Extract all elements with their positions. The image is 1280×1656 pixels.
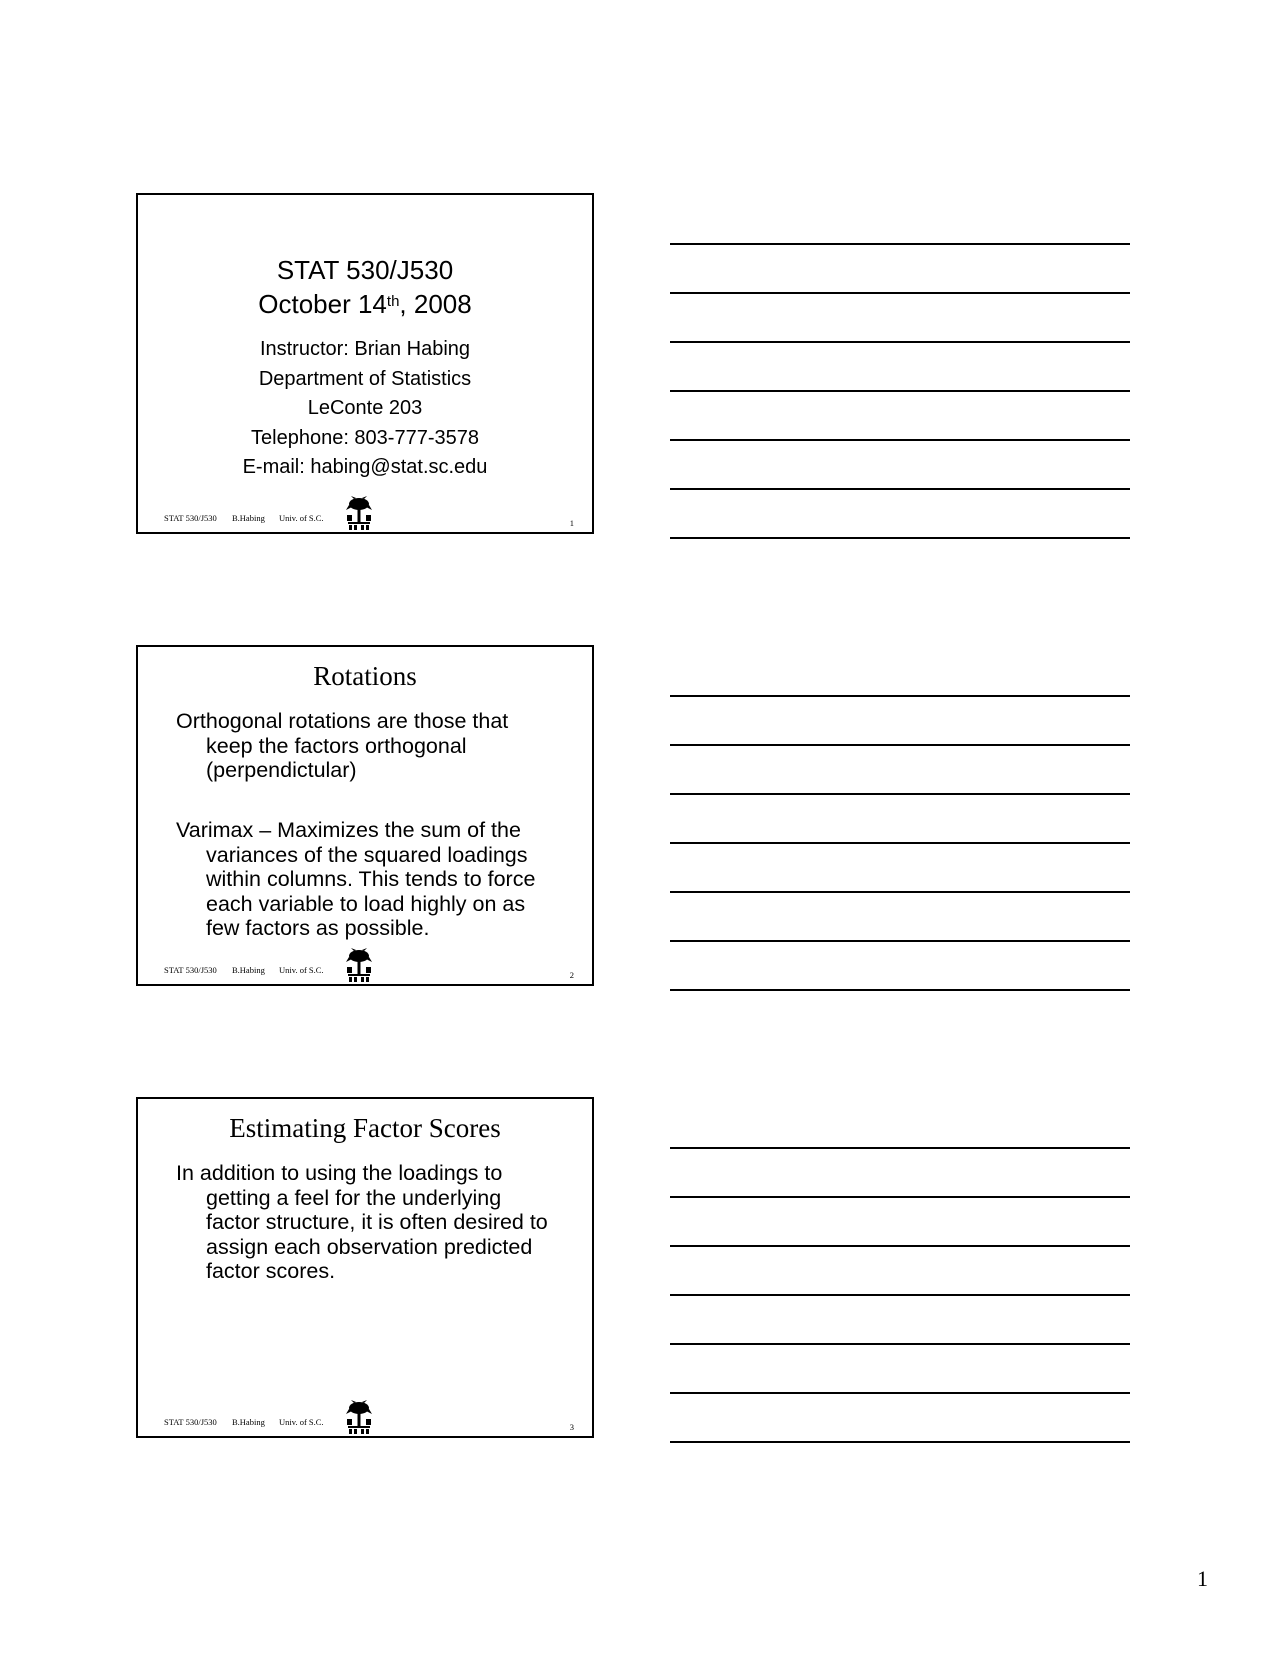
paragraph-line: few factors as possible.	[206, 916, 430, 940]
slide-footer	[164, 1417, 574, 1435]
footer-course: STAT 530/J530	[164, 965, 217, 975]
notes-line	[670, 1245, 1130, 1247]
paragraph-line: (perpendictular)	[206, 758, 357, 782]
footer-slide-number: 3	[569, 1422, 574, 1432]
palmetto-logo-icon	[346, 948, 372, 982]
notes-line	[670, 1196, 1130, 1198]
notes-line	[670, 695, 1130, 697]
info-line: Department of Statistics	[258, 367, 472, 390]
palmetto-logo-icon	[346, 496, 372, 530]
notes-line	[670, 1392, 1130, 1394]
palmetto-logo-icon	[346, 1400, 372, 1434]
slide-footer	[164, 965, 574, 983]
slide-paragraph	[176, 818, 578, 941]
notes-line	[670, 341, 1130, 343]
footer-author: B.Habing	[232, 965, 265, 975]
notes-line	[670, 439, 1130, 441]
notes-line	[670, 243, 1130, 245]
notes-line	[670, 744, 1130, 746]
instructor-info	[138, 335, 592, 483]
slide-1	[136, 193, 594, 534]
slide-title: Estimating Factor Scores	[229, 1113, 501, 1143]
info-line: E-mail: habing@stat.sc.edu	[242, 456, 488, 478]
info-line: Instructor: Brian Habing	[259, 338, 471, 360]
paragraph-line: Varimax – Maximizes the sum of the	[176, 818, 521, 842]
info-line: LeConte 203	[307, 397, 423, 419]
slide-3	[136, 1097, 594, 1438]
notes-line	[670, 390, 1130, 392]
notes-line	[670, 793, 1130, 795]
slide-title-date: October 14th, 2008	[258, 289, 472, 319]
footer-slide-number: 2	[569, 970, 574, 980]
notes-line	[670, 842, 1130, 844]
paragraph-line: keep the factors orthogonal	[206, 733, 467, 758]
notes-line	[670, 292, 1130, 294]
notes-line	[670, 1343, 1130, 1345]
footer-univ: Univ. of S.C.	[279, 1417, 324, 1427]
footer-univ: Univ. of S.C.	[279, 513, 324, 523]
page-number: 1	[1197, 1566, 1208, 1591]
paragraph-line: each variable to load highly on as	[206, 891, 526, 916]
notes-line	[670, 940, 1130, 942]
slide-title: Rotations	[313, 661, 417, 691]
notes-line	[670, 1294, 1130, 1296]
notes-line	[670, 1441, 1130, 1443]
paragraph-line: getting a feel for the underlying	[206, 1185, 502, 1210]
notes-line	[670, 989, 1130, 991]
slide-2	[136, 645, 594, 986]
footer-course: STAT 530/J530	[164, 1417, 217, 1427]
footer-slide-number: 1	[569, 518, 574, 528]
paragraph-line: within columns. This tends to force	[206, 867, 536, 891]
paragraph-line: variances of the squared loadings	[206, 842, 528, 867]
notes-line	[670, 488, 1130, 490]
slide-paragraph	[176, 709, 578, 783]
paragraph-line: In addition to using the loadings to	[176, 1161, 503, 1185]
footer-univ: Univ. of S.C.	[279, 965, 324, 975]
footer-course: STAT 530/J530	[164, 513, 217, 523]
slide-title-course: STAT 530/J530	[276, 255, 454, 285]
info-line: Telephone: 803-777-3578	[251, 426, 479, 449]
footer-author: B.Habing	[232, 1417, 265, 1427]
slide-paragraph	[176, 1161, 578, 1284]
paragraph-line: Orthogonal rotations are those that	[176, 709, 509, 733]
footer-author: B.Habing	[232, 513, 265, 523]
paragraph-line: factor structure, it is often desired to	[206, 1210, 548, 1234]
notes-line	[670, 891, 1130, 893]
notes-line	[670, 1147, 1130, 1149]
notes-line	[670, 537, 1130, 539]
slide-footer	[164, 513, 574, 531]
paragraph-line: assign each observation predicted	[206, 1234, 533, 1259]
paragraph-line: factor scores.	[206, 1259, 336, 1283]
